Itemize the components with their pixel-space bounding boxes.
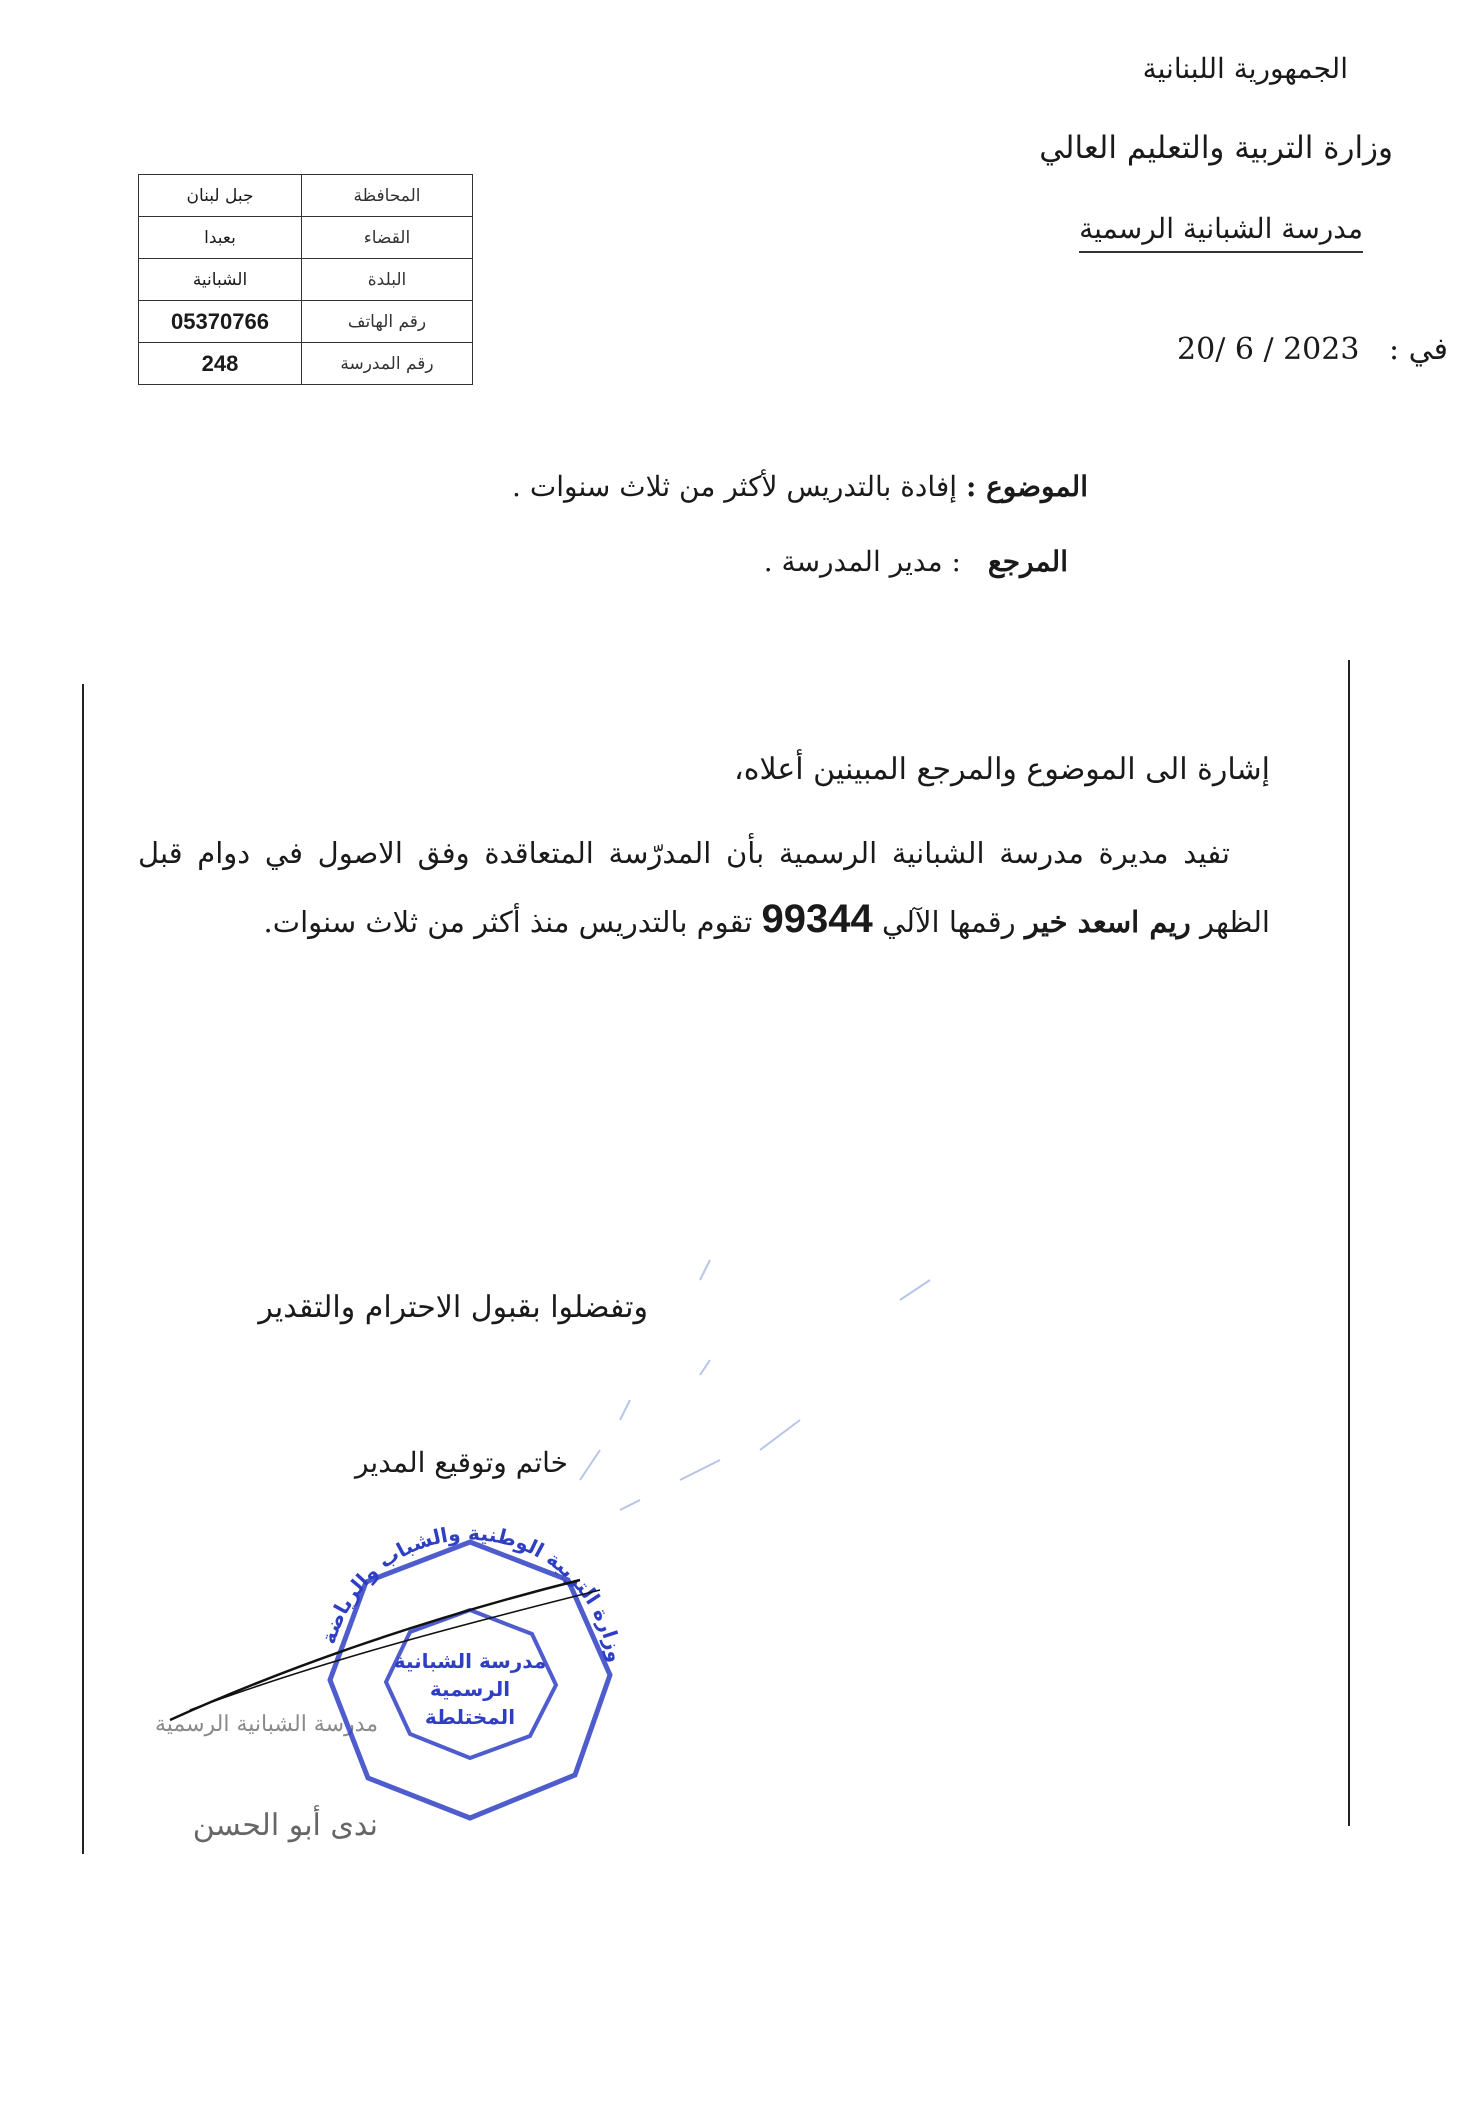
body-text-part2: رقمها الآلي <box>882 905 1016 940</box>
phone-label: رقم الهاتف <box>302 301 473 343</box>
greeting-text: إشارة الى الموضوع والمرجع المبينين أعلاه، <box>734 752 1270 787</box>
right-margin-line <box>1348 660 1350 1826</box>
subject-line <box>512 470 1088 503</box>
phone-value: 05370766 <box>139 301 302 343</box>
left-margin-line <box>82 684 84 1854</box>
director-name: ندى أبو الحسن <box>192 1808 378 1843</box>
teacher-number: 99344 <box>761 897 873 942</box>
reference-label: المرجع <box>987 545 1068 578</box>
director-signature <box>160 1560 610 1730</box>
bleed-through-marks <box>560 1250 980 1550</box>
school-number-label: رقم المدرسة <box>302 343 473 385</box>
date-label: في : <box>1389 332 1448 367</box>
body-paragraph <box>138 826 1270 957</box>
reference-text: : مدير المدرسة . <box>763 545 961 578</box>
stamp-center-line2: الرسمية <box>429 1677 511 1701</box>
header-ministry: وزارة التربية والتعليم العالي <box>1039 130 1393 166</box>
school-number-value: 248 <box>139 343 302 385</box>
district-label: القضاء <box>302 217 473 259</box>
stamp-ring-text: وزارة التربية الوطنية والشباب والرياضة <box>316 1520 628 1665</box>
body-text-part3: تقوم بالتدريس منذ أكثر من ثلاث سنوات. <box>263 905 753 940</box>
signature-label: خاتم وتوقيع المدير <box>354 1446 568 1479</box>
reference-line <box>764 545 1068 578</box>
district-value: بعبدا <box>139 217 302 259</box>
header-republic: الجمهورية اللبنانية <box>1142 52 1348 85</box>
governorate-label: المحافظة <box>302 175 473 217</box>
date-value: 20/ 6 / 2023 <box>1177 332 1360 367</box>
teacher-name: ريم اسعد خير <box>1024 905 1191 940</box>
table-row <box>139 259 473 301</box>
town-value: الشبانية <box>139 259 302 301</box>
table-row <box>139 301 473 343</box>
school-info-table <box>138 174 473 385</box>
header-school: مدرسة الشبانية الرسمية <box>1079 212 1363 253</box>
subject-label: الموضوع : <box>966 470 1088 503</box>
subject-text: إفادة بالتدريس لأكثر من ثلاث سنوات . <box>512 470 958 503</box>
table-row <box>139 343 473 385</box>
stamp-center-line1: مدرسة الشبانية <box>393 1649 547 1673</box>
table-row <box>139 175 473 217</box>
table-row <box>139 217 473 259</box>
body-text-part1: تفيد مديرة مدرسة الشبانية الرسمية بأن المدرّسة المتعاقدة وفق الاصول في دوام قبل الظهر <box>138 836 1270 940</box>
governorate-value: جبل لبنان <box>139 175 302 217</box>
stamp-center-line3: المختلطة <box>424 1705 516 1729</box>
date-line <box>1177 332 1448 367</box>
town-label: البلدة <box>302 259 473 301</box>
closing-text: وتفضلوا بقبول الاحترام والتقدير <box>258 1290 648 1325</box>
faint-school-text: مدرسة الشبانية الرسمية <box>154 1712 378 1737</box>
